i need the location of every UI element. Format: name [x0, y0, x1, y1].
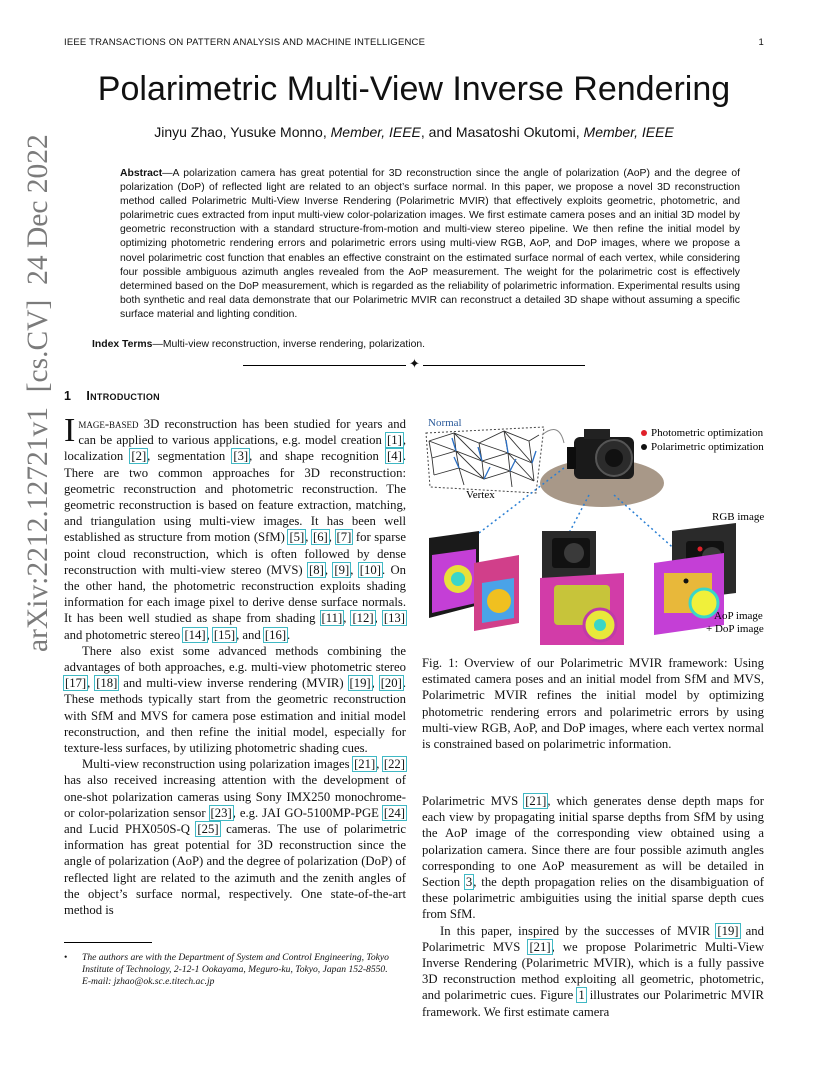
- figure-illustration: [424, 413, 766, 648]
- legend-polarimetric: Polarimetric optimization: [651, 441, 764, 453]
- citation-link[interactable]: [22]: [383, 757, 405, 772]
- citation-link[interactable]: [23]: [210, 805, 232, 820]
- journal-name: IEEE TRANSACTIONS ON PATTERN ANALYSIS AND MACHINE INTELLIGENCE: [64, 37, 426, 48]
- legend-photometric: Photometric optimization: [651, 427, 764, 439]
- citation-link[interactable]: [15]: [213, 627, 236, 642]
- citation-link[interactable]: [11]: [321, 611, 343, 626]
- camera-object: [540, 429, 664, 507]
- section-title: Introduction: [86, 389, 160, 403]
- citation-link[interactable]: [12]: [352, 611, 374, 626]
- citation-link[interactable]: [21]: [529, 939, 551, 954]
- section-heading: [64, 389, 160, 403]
- view-image-left: [429, 531, 519, 631]
- author-names-2: , and Masatoshi Okutomi,: [420, 124, 584, 140]
- section-number: 1: [64, 389, 72, 403]
- label-dop-image: + DoP image: [706, 623, 764, 635]
- right-column: [422, 793, 764, 1020]
- section-ref-link[interactable]: 3: [465, 875, 473, 890]
- intro-paragraph-3: Multi-view reconstruction using polarization images [21], [22] has also received increasing attention with the development of one-shot polarization cameras using Sony IMX250 monochrome- or color-polarization sensor [23], e.g. JAI GO-5100MP-PGE [24] and Lucid PHX050S-Q [25] cameras. The use of polarimetric information has great potential for 3D reconstruction since the angle of polarization (AoP) and the degree of polarization (DoP) of reflected light are related to the azimuth and the zenith angles of the object’s surface normal, respectively. One state-of-the-art method is: [64, 757, 406, 918]
- citation-link[interactable]: [20]: [380, 676, 402, 691]
- page-number: 1: [758, 37, 764, 48]
- citation-link[interactable]: [6]: [312, 530, 328, 545]
- author-membership-2: Member, IEEE: [583, 124, 674, 140]
- citation-link[interactable]: [19]: [717, 923, 739, 938]
- legend-photometric-dot: [641, 430, 647, 436]
- label-normal: Normal: [428, 417, 462, 429]
- intro-paragraph-1: Image-based 3D reconstruction has been studied for years and can be applied to various applications, e.g. model creation [1], localization [2], segmentation [3], and shape recognition [4]. There are two common approaches for 3D reconstruction: geometric reconstruction and photometric reconstruction. The geometric reconstruction is based on feature extraction, matching, and triangulation using multi-view images. It has been well established as structure from motion (SfM) [5], [6], [7] for sparse point cloud reconstruction, which is often followed by dense reconstruction with multi-view stereo (MVS) [8], [9], [10]. On the other hand, the photometric reconstruction exploits shading information for each image pixel to derive dense surface normals. It has been well studied as shape from shading [11], [12], [13] and photometric stereo [14], [15], and [16].: [64, 412, 407, 642]
- citation-link[interactable]: [13]: [383, 611, 405, 626]
- citation-link[interactable]: [18]: [96, 676, 118, 691]
- citation-link[interactable]: [9]: [334, 562, 350, 577]
- citation-link[interactable]: [21]: [354, 757, 376, 772]
- citation-link[interactable]: [17]: [65, 676, 87, 691]
- citation-link[interactable]: [3]: [233, 449, 249, 464]
- citation-link[interactable]: [8]: [309, 562, 324, 577]
- index-terms: [92, 339, 742, 350]
- link-arrow: [542, 430, 564, 443]
- footnote-email[interactable]: E-mail: jzhao@ok.sc.e.titech.ac.jp: [82, 976, 215, 987]
- footnote-affiliation: The authors are with the Department of System and Control Engineering, Tokyo Institute of Technology, 2-12-1 Ookayama, Meguro-ku, Tokyo, Japan 152-8550.: [82, 952, 389, 975]
- figure-ref-link[interactable]: 1: [578, 988, 585, 1003]
- running-header: [64, 37, 764, 48]
- label-vertex: Vertex: [466, 489, 495, 501]
- left-column: [64, 412, 407, 918]
- intro-paragraph-2: There also exist some advanced methods combining the advantages of both approaches, e.g. multi-view photometric stereo [17], [18] and multi-view inverse rendering (MVIR) [19], [20]. These methods typically start from the geometric reconstruction with SfM and MVS for camera pose estimation and initial model reconstruction, and then refine the initial model, especially for texture-less surfaces, by utilizing photometric shading cues.: [64, 643, 407, 756]
- citation-link[interactable]: [16]: [264, 627, 287, 642]
- view-image-center: [540, 531, 624, 645]
- right-paragraph-1: Polarimetric MVS [21], which generates dense depth maps for each view by propagating initial sparse depths from SfM by using the AoP image of the corresponding view obtained using a polarization camera. Since there are four possible azimuth angles corresponding to one AoP measurement as will be detailed in Section 3, the depth propagation relies on the disambiguation of these polarimetric ambiguities using the initial sparse depth cues from SfM.: [422, 794, 765, 922]
- index-terms-text: —Multi-view reconstruction, inverse rendering, polarization.: [152, 339, 426, 350]
- citation-link[interactable]: [10]: [359, 562, 381, 577]
- label-rgb-image: RGB image: [712, 511, 765, 523]
- mesh-icon: [426, 427, 544, 493]
- abstract-text: —A polarization camera has great potential for 3D reconstruction since the angle of polarization (AoP) and the degree of polarization (DoP) of reflected light are related to an object’s surface normal. In this paper, we propose a novel 3D reconstruction method called Polarimetric Multi-View Inverse Rendering (Polarimetric MVIR) that effectively exploits geometric, photometric, and polarimetric cues extracted from input multi-view color-polarization images. We first estimate camera poses and an initial 3D model by geometric reconstruction with a standard structure-from-motion and multi-view stereo pipeline. We then refine the initial model by optimizing photometric rendering errors and polarimetric errors using multi-view RGB, AoP, and DoP images, where we propose a novel polarimetric cost function that enables an effective constraint on the estimated surface normal of each vertex, while considering four possible ambiguous azimuth angles revealed from the AoP measurement. The weight for the polarimetric cost is effectively determined based on the DoP measurement, which is regarded as the reliability of polarimetric information. Experimental results using both synthetic and real data demonstrate that our Polarimetric MVIR can reconstruct a detailed 3D shape without assuming a specific surface material and lighting condition.: [120, 168, 740, 320]
- separator-diamond: ✦: [406, 357, 423, 370]
- paper-title: Polarimetric Multi-View Inverse Rendering: [97, 70, 731, 108]
- index-terms-label: Index Terms: [92, 339, 153, 350]
- drop-cap: I: [64, 412, 76, 449]
- citation-link[interactable]: [14]: [184, 627, 206, 642]
- legend-polarimetric-dot: [641, 444, 647, 450]
- author-names-1: Jinyu Zhao, Yusuke Monno,: [154, 124, 331, 140]
- citation-link[interactable]: [2]: [131, 449, 147, 464]
- citation-link[interactable]: [1]: [387, 433, 402, 448]
- lead-words: mage-based: [78, 417, 139, 431]
- author-membership-1: Member, IEEE: [330, 124, 421, 140]
- figure-1: [424, 413, 766, 648]
- citation-link[interactable]: [7]: [336, 530, 352, 545]
- citation-link[interactable]: [21]: [525, 794, 547, 808]
- citation-link[interactable]: [25]: [197, 822, 219, 837]
- label-aop-image: AoP image: [714, 610, 763, 622]
- citation-link[interactable]: [19]: [349, 676, 371, 691]
- citation-link[interactable]: [5]: [289, 530, 305, 545]
- citation-link[interactable]: [24]: [383, 805, 405, 820]
- author-footnote: [64, 952, 406, 988]
- right-paragraph-2: In this paper, inspired by the successes of MVIR [19] and Polarimetric MVS [21], we propose Polarimetric Multi-View Inverse Rendering (Polarimetric MVIR), which is a fully passive 3D reconstruction method exploiting all geometric, photometric, and polarimetric cues. Figure 1 illustrates our Polarimetric MVIR framework. We first estimate camera: [422, 923, 764, 1019]
- footnote-bullet: •: [64, 952, 68, 963]
- author-list: [0, 124, 828, 140]
- abstract-label: Abstract: [120, 168, 163, 179]
- arxiv-stamp[interactable]: arXiv:2212.12721v1 [cs.CV] 24 Dec 2022: [22, 134, 54, 652]
- footnote-rule: [64, 942, 152, 943]
- abstract: [120, 167, 740, 322]
- figure-caption: Fig. 1: Overview of our Polarimetric MVIR framework: Using estimated camera poses and an initial model from SfM and MVS, Polarimetric MVIR refines the initial model by optimizing photometric rendering errors and polarimetric errors by using multi-view RGB, AoP, and DoP images, where each vertex normal is constrained based on polarimetric information.: [422, 656, 764, 752]
- citation-link[interactable]: [4]: [387, 449, 402, 464]
